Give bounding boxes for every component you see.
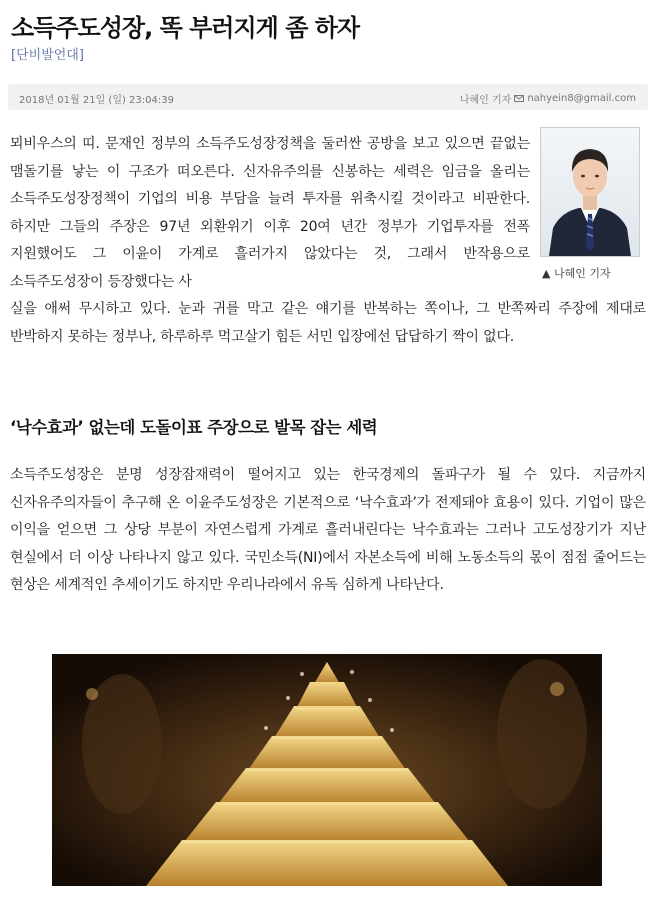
author-name: 나혜인 기자 xyxy=(459,95,512,106)
article-title: 소득주도성장, 똑 부러지게 좀 하자 xyxy=(11,14,360,42)
article-paragraph: 실을 애써 무시하고 있다. 눈과 귀를 막고 같은 얘기를 반복하는 쪽이나, 그 반쪽짜리 주장에 제대로 반박하지 못하는 정부나, 하루하루 먹고살기 힘든 서민 입장에선 답답하기 짝이 없다. xyxy=(10,301,646,345)
author-email[interactable]: nahyein8@gmail.com xyxy=(527,93,636,104)
article-date: 2018년 01월 21일 (일) 23:04:39 xyxy=(19,95,174,106)
author-photo xyxy=(540,127,640,257)
article-image xyxy=(52,654,602,886)
byline xyxy=(460,91,636,106)
article-subheading: ‘낙수효과’ 없는데 도돌이표 주장으로 발목 잡는 세력 xyxy=(10,418,378,437)
article-category[interactable]: [단비발언대] xyxy=(11,48,84,63)
article-meta-bar xyxy=(8,84,648,110)
photo-caption: ▲ 나혜인 기자 xyxy=(542,267,611,280)
mail-icon xyxy=(514,95,524,102)
article-paragraph: 소득주도성장은 분명 성장잠재력이 떨어지고 있는 한국경제의 돌파구가 될 수 있다. 지금까지 신자유주의자들이 추구해 온 이윤주도성장은 기본적으로 ‘낙수효과’가 전제돼야 효용이 있다. 기업이 많은 이익을 얻으면 그 상당 부분이 자연스럽게 가계로 흘러내린다는 낙수효과는 그러나 고도성장기가 지난 현실에서 더 이상 나타나지 않고 있다. 국민소득(NI)에서 자본소득에 비해 노동소득의 몫이 점점 줄어드는 현상은 세계적인 추세이기도 하지만 우리나라에서 유독 심하게 나타난다. xyxy=(10,467,646,593)
article-paragraph: 뫼비우스의 띠. 문재인 정부의 소득주도성장정책을 둘러싼 공방을 보고 있으면 끝없는 맴돌기를 낳는 이 구조가 떠오른다. 신자유주의를 신봉하는 세력은 임금을 올리는 소득주도성장정책이 기업의 비용 부담을 늘려 투자를 위축시킬 것이라고 비판한다. 하지만 그들의 주장은 97년 외환위기 이후 20여 년간 정부가 기업투자를 전폭 지원했어도 그 이윤이 가계로 흘러가지 않았다는 것, 그래서 반작용으로 소득주도성장이 등장했다는 사 xyxy=(10,136,530,290)
